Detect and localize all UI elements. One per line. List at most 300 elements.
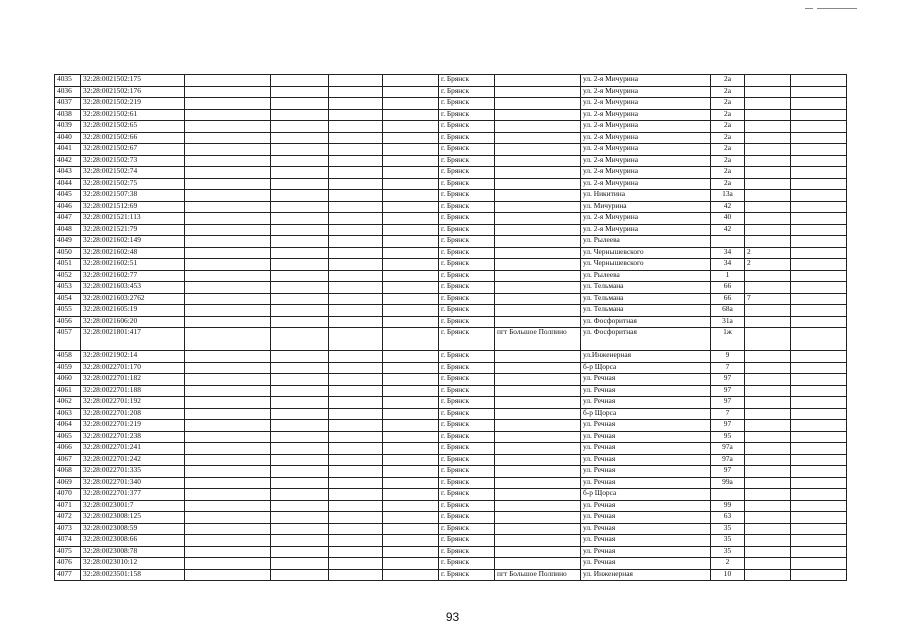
empty-cell — [271, 489, 329, 501]
apartment-cell — [745, 351, 791, 363]
empty-cell — [329, 167, 383, 179]
cadastral-number: 32:28:0022701:242 — [81, 454, 185, 466]
row-number: 4039 — [55, 121, 81, 133]
table-row — [55, 546, 847, 558]
empty-cell — [791, 98, 847, 110]
empty-cell — [185, 500, 271, 512]
house-cell: 2а — [711, 98, 745, 110]
settlement-cell — [495, 431, 581, 443]
empty-cell — [329, 178, 383, 190]
empty-cell — [329, 282, 383, 294]
house-cell: 66 — [711, 282, 745, 294]
street-cell: ул. 2-я Мичурина — [581, 98, 711, 110]
street-cell: б-р Щорса — [581, 408, 711, 420]
apartment-cell — [745, 466, 791, 478]
empty-cell — [329, 109, 383, 121]
empty-cell — [271, 282, 329, 294]
apartment-cell — [745, 132, 791, 144]
empty-cell — [271, 351, 329, 363]
settlement-cell — [495, 374, 581, 386]
empty-cell — [185, 489, 271, 501]
empty-cell — [791, 374, 847, 386]
empty-cell — [383, 167, 439, 179]
street-cell: ул. Речная — [581, 477, 711, 489]
apartment-cell — [745, 408, 791, 420]
city-cell: г. Брянск — [439, 535, 495, 547]
empty-cell — [383, 558, 439, 570]
table-row — [55, 247, 847, 259]
empty-cell — [271, 98, 329, 110]
table-row — [55, 523, 847, 535]
house-cell: 95 — [711, 431, 745, 443]
street-cell: ул. Тельмана — [581, 293, 711, 305]
house-cell: 2а — [711, 144, 745, 156]
cadastral-number: 32:28:0021502:219 — [81, 98, 185, 110]
empty-cell — [791, 167, 847, 179]
table-row — [55, 385, 847, 397]
house-cell: 2 — [711, 558, 745, 570]
apartment-cell — [745, 213, 791, 225]
cadastral-number: 32:28:0021602:77 — [81, 270, 185, 282]
table-row — [55, 512, 847, 524]
empty-cell — [383, 385, 439, 397]
settlement-cell — [495, 489, 581, 501]
city-cell: г. Брянск — [439, 569, 495, 581]
row-number: 4058 — [55, 351, 81, 363]
empty-cell — [329, 236, 383, 248]
empty-cell — [791, 558, 847, 570]
empty-cell — [271, 247, 329, 259]
empty-cell — [383, 190, 439, 202]
empty-cell — [329, 443, 383, 455]
house-cell: 7 — [711, 408, 745, 420]
empty-cell — [185, 316, 271, 328]
empty-cell — [329, 512, 383, 524]
row-number: 4064 — [55, 420, 81, 432]
empty-cell — [383, 293, 439, 305]
empty-cell — [329, 201, 383, 213]
apartment-cell — [745, 362, 791, 374]
empty-cell — [383, 144, 439, 156]
empty-cell — [271, 546, 329, 558]
row-number: 4035 — [55, 75, 81, 87]
street-cell: ул. 2-я Мичурина — [581, 75, 711, 87]
city-cell: г. Брянск — [439, 224, 495, 236]
cadastral-number: 32:28:0021605:19 — [81, 305, 185, 317]
row-number: 4061 — [55, 385, 81, 397]
house-cell: 68а — [711, 305, 745, 317]
settlement-cell — [495, 305, 581, 317]
cadastral-number: 32:28:0023001:7 — [81, 500, 185, 512]
empty-cell — [383, 98, 439, 110]
empty-cell — [791, 144, 847, 156]
empty-cell — [185, 408, 271, 420]
table-row — [55, 75, 847, 87]
apartment-cell — [745, 443, 791, 455]
empty-cell — [185, 351, 271, 363]
city-cell: г. Брянск — [439, 167, 495, 179]
cadastral-number: 32:28:0021602:51 — [81, 259, 185, 271]
empty-cell — [329, 558, 383, 570]
city-cell: г. Брянск — [439, 558, 495, 570]
registry-table — [54, 74, 847, 581]
apartment-cell — [745, 489, 791, 501]
empty-cell — [383, 201, 439, 213]
empty-cell — [791, 489, 847, 501]
empty-cell — [185, 328, 271, 351]
cadastral-number: 32:28:0022701:192 — [81, 397, 185, 409]
city-cell: г. Брянск — [439, 489, 495, 501]
apartment-cell — [745, 316, 791, 328]
cadastral-number: 32:28:0023010:12 — [81, 558, 185, 570]
table-row — [55, 86, 847, 98]
empty-cell — [383, 431, 439, 443]
street-cell: ул. Фосфоритная — [581, 316, 711, 328]
empty-cell — [383, 328, 439, 351]
cadastral-number: 32:28:0021902:14 — [81, 351, 185, 363]
empty-cell — [271, 420, 329, 432]
settlement-cell — [495, 144, 581, 156]
cadastral-number: 32:28:0023008:125 — [81, 512, 185, 524]
house-cell: 2а — [711, 109, 745, 121]
empty-cell — [329, 569, 383, 581]
empty-cell — [383, 351, 439, 363]
cadastral-number: 32:28:0021502:175 — [81, 75, 185, 87]
empty-cell — [271, 385, 329, 397]
empty-cell — [383, 408, 439, 420]
row-number: 4036 — [55, 86, 81, 98]
house-cell: 34 — [711, 259, 745, 271]
empty-cell — [271, 270, 329, 282]
empty-cell — [791, 546, 847, 558]
empty-cell — [185, 362, 271, 374]
house-cell: 97 — [711, 374, 745, 386]
empty-cell — [271, 558, 329, 570]
city-cell: г. Брянск — [439, 305, 495, 317]
row-number: 4068 — [55, 466, 81, 478]
street-cell: ул. Речная — [581, 512, 711, 524]
row-number: 4041 — [55, 144, 81, 156]
empty-cell — [329, 362, 383, 374]
table-row — [55, 213, 847, 225]
house-cell: 99 — [711, 500, 745, 512]
empty-cell — [329, 466, 383, 478]
empty-cell — [791, 397, 847, 409]
empty-cell — [271, 236, 329, 248]
empty-cell — [271, 500, 329, 512]
house-cell: 66 — [711, 293, 745, 305]
street-cell: ул. Речная — [581, 558, 711, 570]
house-cell: 97а — [711, 443, 745, 455]
apartment-cell — [745, 397, 791, 409]
empty-cell — [791, 247, 847, 259]
empty-cell — [329, 293, 383, 305]
apartment-cell — [745, 535, 791, 547]
city-cell: г. Брянск — [439, 190, 495, 202]
empty-cell — [185, 247, 271, 259]
empty-cell — [791, 270, 847, 282]
empty-cell — [185, 546, 271, 558]
empty-cell — [271, 362, 329, 374]
street-cell: ул. 2-я Мичурина — [581, 178, 711, 190]
empty-cell — [791, 535, 847, 547]
empty-cell — [185, 512, 271, 524]
empty-cell — [791, 282, 847, 294]
row-number: 4046 — [55, 201, 81, 213]
cadastral-number: 32:28:0021502:61 — [81, 109, 185, 121]
empty-cell — [271, 431, 329, 443]
table-row — [55, 282, 847, 294]
empty-cell — [791, 109, 847, 121]
settlement-cell — [495, 523, 581, 535]
house-cell: 2а — [711, 155, 745, 167]
settlement-cell — [495, 454, 581, 466]
city-cell: г. Брянск — [439, 408, 495, 420]
house-cell: 2а — [711, 75, 745, 87]
cadastral-number: 32:28:0022701:238 — [81, 431, 185, 443]
empty-cell — [329, 224, 383, 236]
empty-cell — [329, 397, 383, 409]
empty-cell — [329, 431, 383, 443]
empty-cell — [791, 213, 847, 225]
settlement-cell — [495, 282, 581, 294]
city-cell: г. Брянск — [439, 454, 495, 466]
empty-cell — [329, 121, 383, 133]
house-cell — [711, 236, 745, 248]
empty-cell — [329, 144, 383, 156]
empty-cell — [791, 443, 847, 455]
table-row — [55, 431, 847, 443]
apartment-cell — [745, 178, 791, 190]
house-cell: 2а — [711, 178, 745, 190]
empty-cell — [185, 305, 271, 317]
empty-cell — [271, 397, 329, 409]
cadastral-number: 32:28:0021801:417 — [81, 328, 185, 351]
empty-cell — [329, 328, 383, 351]
empty-cell — [271, 190, 329, 202]
empty-cell — [329, 75, 383, 87]
row-number: 4057 — [55, 328, 81, 351]
empty-cell — [383, 523, 439, 535]
street-cell: ул. Инженерная — [581, 569, 711, 581]
table-row — [55, 293, 847, 305]
table-row — [55, 270, 847, 282]
cadastral-number: 32:28:0022701:340 — [81, 477, 185, 489]
street-cell: ул. Никитина — [581, 190, 711, 202]
empty-cell — [383, 132, 439, 144]
street-cell: ул. Речная — [581, 454, 711, 466]
empty-cell — [185, 374, 271, 386]
empty-cell — [329, 247, 383, 259]
empty-cell — [185, 293, 271, 305]
street-cell: ул. 2-я Мичурина — [581, 167, 711, 179]
empty-cell — [271, 121, 329, 133]
empty-cell — [383, 500, 439, 512]
empty-cell — [329, 454, 383, 466]
table-row — [55, 316, 847, 328]
empty-cell — [271, 144, 329, 156]
street-cell: ул. Речная — [581, 431, 711, 443]
city-cell: г. Брянск — [439, 75, 495, 87]
empty-cell — [185, 397, 271, 409]
empty-cell — [383, 454, 439, 466]
empty-cell — [271, 293, 329, 305]
settlement-cell — [495, 75, 581, 87]
row-number: 4063 — [55, 408, 81, 420]
empty-cell — [383, 282, 439, 294]
row-number: 4042 — [55, 155, 81, 167]
table-row — [55, 201, 847, 213]
scan-mark — [805, 8, 813, 9]
apartment-cell — [745, 282, 791, 294]
empty-cell — [383, 155, 439, 167]
row-number: 4051 — [55, 259, 81, 271]
street-cell: ул. 2-я Мичурина — [581, 109, 711, 121]
city-cell: г. Брянск — [439, 546, 495, 558]
row-number: 4066 — [55, 443, 81, 455]
city-cell: г. Брянск — [439, 247, 495, 259]
city-cell: г. Брянск — [439, 385, 495, 397]
settlement-cell — [495, 86, 581, 98]
empty-cell — [383, 224, 439, 236]
empty-cell — [271, 569, 329, 581]
city-cell: г. Брянск — [439, 397, 495, 409]
house-cell: 1ж — [711, 328, 745, 351]
house-cell: 99а — [711, 477, 745, 489]
empty-cell — [271, 443, 329, 455]
apartment-cell — [745, 155, 791, 167]
empty-cell — [185, 167, 271, 179]
empty-cell — [329, 270, 383, 282]
apartment-cell — [745, 431, 791, 443]
row-number: 4049 — [55, 236, 81, 248]
empty-cell — [271, 259, 329, 271]
empty-cell — [383, 512, 439, 524]
apartment-cell — [745, 558, 791, 570]
empty-cell — [383, 247, 439, 259]
city-cell: г. Брянск — [439, 86, 495, 98]
empty-cell — [791, 569, 847, 581]
table-row — [55, 178, 847, 190]
empty-cell — [271, 316, 329, 328]
row-number: 4059 — [55, 362, 81, 374]
table-row — [55, 397, 847, 409]
empty-cell — [329, 374, 383, 386]
table-row — [55, 328, 847, 351]
row-number: 4044 — [55, 178, 81, 190]
cadastral-number: 32:28:0023501:158 — [81, 569, 185, 581]
settlement-cell: пгт Большое Полпино — [495, 328, 581, 351]
empty-cell — [329, 535, 383, 547]
cadastral-number: 32:28:0023008:78 — [81, 546, 185, 558]
table-row — [55, 558, 847, 570]
table-row — [55, 132, 847, 144]
empty-cell — [271, 328, 329, 351]
settlement-cell — [495, 178, 581, 190]
apartment-cell — [745, 454, 791, 466]
apartment-cell — [745, 109, 791, 121]
empty-cell — [271, 224, 329, 236]
house-cell — [711, 489, 745, 501]
apartment-cell — [745, 236, 791, 248]
city-cell: г. Брянск — [439, 144, 495, 156]
city-cell: г. Брянск — [439, 201, 495, 213]
house-cell: 9 — [711, 351, 745, 363]
table-row — [55, 454, 847, 466]
street-cell: ул. Речная — [581, 546, 711, 558]
empty-cell — [383, 569, 439, 581]
settlement-cell — [495, 316, 581, 328]
row-number: 4038 — [55, 109, 81, 121]
empty-cell — [329, 132, 383, 144]
empty-cell — [791, 224, 847, 236]
registry-body — [55, 75, 847, 581]
table-row — [55, 466, 847, 478]
apartment-cell — [745, 374, 791, 386]
empty-cell — [185, 259, 271, 271]
empty-cell — [791, 259, 847, 271]
table-row — [55, 443, 847, 455]
empty-cell — [329, 523, 383, 535]
house-cell: 35 — [711, 535, 745, 547]
apartment-cell — [745, 270, 791, 282]
table-row — [55, 362, 847, 374]
settlement-cell — [495, 535, 581, 547]
row-number: 4065 — [55, 431, 81, 443]
street-cell: б-р Щорса — [581, 489, 711, 501]
empty-cell — [791, 132, 847, 144]
empty-cell — [271, 167, 329, 179]
empty-cell — [383, 270, 439, 282]
settlement-cell — [495, 247, 581, 259]
street-cell: ул. 2-я Мичурина — [581, 86, 711, 98]
empty-cell — [185, 155, 271, 167]
settlement-cell — [495, 546, 581, 558]
street-cell: ул. Рылеева — [581, 236, 711, 248]
empty-cell — [791, 328, 847, 351]
empty-cell — [383, 259, 439, 271]
house-cell: 40 — [711, 213, 745, 225]
apartment-cell — [745, 523, 791, 535]
house-cell: 2а — [711, 121, 745, 133]
street-cell: ул. Речная — [581, 535, 711, 547]
empty-cell — [791, 385, 847, 397]
city-cell: г. Брянск — [439, 121, 495, 133]
city-cell: г. Брянск — [439, 443, 495, 455]
cadastral-number: 32:28:0021602:48 — [81, 247, 185, 259]
street-cell: б-р Щорса — [581, 362, 711, 374]
empty-cell — [383, 466, 439, 478]
empty-cell — [329, 500, 383, 512]
city-cell: г. Брянск — [439, 512, 495, 524]
empty-cell — [185, 144, 271, 156]
settlement-cell — [495, 121, 581, 133]
empty-cell — [383, 86, 439, 98]
apartment-cell — [745, 385, 791, 397]
empty-cell — [271, 178, 329, 190]
empty-cell — [185, 454, 271, 466]
street-cell: ул. 2-я Мичурина — [581, 121, 711, 133]
empty-cell — [185, 569, 271, 581]
apartment-cell — [745, 569, 791, 581]
row-number: 4047 — [55, 213, 81, 225]
empty-cell — [791, 454, 847, 466]
cadastral-number: 32:28:0023008:59 — [81, 523, 185, 535]
street-cell: ул. Речная — [581, 385, 711, 397]
empty-cell — [791, 500, 847, 512]
apartment-cell: 7 — [745, 293, 791, 305]
street-cell: ул. 2-я Мичурина — [581, 132, 711, 144]
